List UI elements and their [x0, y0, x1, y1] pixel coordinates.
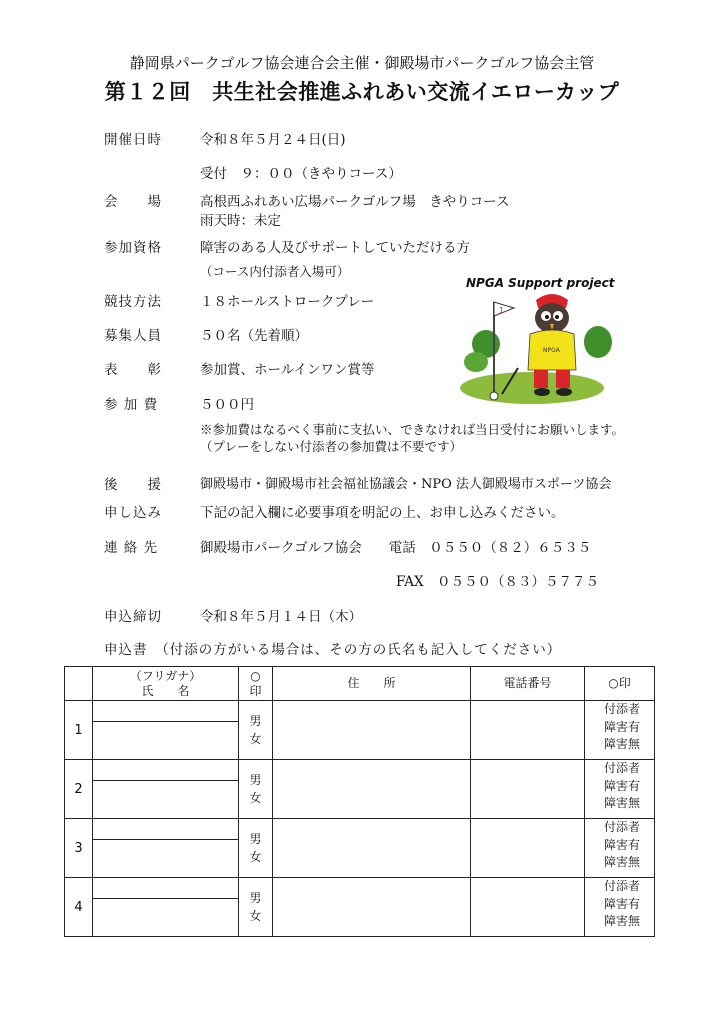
support-value: 御殿場市・御殿場市社会福祉協議会・NPO 法人御殿場市スポーツ協会 — [200, 477, 612, 492]
fee-note-1: ※参加費はなるべく事前に支払い、できなければ当日受付にお願いします。 — [200, 422, 625, 437]
status-options[interactable] — [585, 819, 655, 878]
address-field[interactable] — [273, 819, 471, 878]
header-address: 住 所 — [273, 667, 471, 701]
furigana-divider — [93, 898, 238, 899]
eligibility-note: （コース内付添者入場可） — [200, 264, 350, 279]
option-attendant[interactable]: 付添者 — [603, 702, 640, 716]
row-number: 4 — [65, 878, 93, 937]
option-attendant[interactable]: 付添者 — [603, 761, 640, 775]
phone-field[interactable] — [471, 878, 585, 937]
reception-time: 受付 ９：００（きやりコース） — [200, 166, 402, 182]
status-options[interactable] — [585, 760, 655, 819]
eligibility-label: 参加資格 — [104, 240, 162, 256]
logo-caption: NPGA Support project — [466, 276, 615, 290]
option-disability-yes[interactable]: 障害有 — [603, 778, 640, 793]
gender-female[interactable]: 女 — [249, 909, 262, 923]
gender-select[interactable] — [239, 819, 273, 878]
fee-value: ５００円 — [200, 397, 254, 413]
option-attendant[interactable]: 付添者 — [603, 879, 640, 893]
address-field[interactable] — [273, 701, 471, 760]
row-number: 2 — [65, 760, 93, 819]
contact-value: 御殿場市パークゴルフ協会 電話 ０５５０（８２）６５３５ — [200, 540, 592, 556]
form-header-row — [65, 667, 655, 701]
awards-value: 参加賞、ホールインワン賞等 — [200, 362, 375, 378]
date-value: 令和８年５月２４日(日) — [200, 132, 346, 148]
status-options[interactable] — [585, 878, 655, 937]
gender-female[interactable]: 女 — [249, 791, 262, 805]
apply-value: 下記の記入欄に必要事項を明記の上、お申し込みください。 — [200, 505, 565, 521]
deadline-label: 申込締切 — [104, 609, 162, 625]
deadline-value: 令和８年５月１４日（木） — [200, 609, 362, 625]
furigana-divider — [93, 839, 238, 840]
phone-field[interactable] — [471, 819, 585, 878]
form-intro: 申込書 （付添の方がいる場合は、その方の氏名も記入してください） — [104, 642, 562, 658]
address-field[interactable] — [273, 878, 471, 937]
name-field[interactable] — [93, 760, 239, 819]
gender-male[interactable]: 男 — [249, 773, 262, 787]
row-number: 3 — [65, 819, 93, 878]
gender-select[interactable] — [239, 760, 273, 819]
shirt-text: NPGA — [543, 347, 560, 354]
header-mark — [239, 667, 273, 701]
gender-male[interactable]: 男 — [249, 891, 262, 905]
gender-male[interactable]: 男 — [249, 714, 262, 728]
contact-label: 連 絡 先 — [104, 540, 159, 556]
application-form-table — [64, 666, 655, 937]
option-disability-yes[interactable]: 障害有 — [603, 719, 640, 734]
option-disability-no[interactable]: 障害無 — [603, 855, 640, 869]
header-mark-seal: 印 — [249, 683, 262, 698]
header-check: ○印 — [585, 667, 655, 701]
support-label: 後 援 — [104, 477, 162, 493]
option-disability-yes[interactable]: 障害有 — [603, 896, 640, 911]
gender-male[interactable]: 男 — [249, 832, 262, 846]
furigana-divider — [93, 721, 238, 722]
form-row — [65, 701, 655, 760]
address-field[interactable] — [273, 760, 471, 819]
date-label: 開催日時 — [104, 132, 162, 148]
organizer-line: 静岡県パークゴルフ協会連合会主催・御殿場市パークゴルフ協会主管 — [129, 54, 595, 72]
name-field[interactable] — [93, 819, 239, 878]
name-field[interactable] — [93, 878, 239, 937]
form-row — [65, 760, 655, 819]
capacity-value: ５０名（先着順） — [200, 328, 308, 344]
venue-value: 高根西ふれあい広場パークゴルフ場 きやりコース — [200, 194, 510, 210]
phone-field[interactable] — [471, 760, 585, 819]
gender-female[interactable]: 女 — [249, 850, 262, 864]
fax-number: FAX ０５５０（８３）５７７５ — [396, 574, 600, 590]
header-name-label: 氏 名 — [141, 683, 190, 698]
header-furigana: （フリガナ） — [129, 668, 202, 683]
header-number — [65, 667, 93, 701]
furigana-divider — [93, 780, 238, 781]
header-mark-circle: ○ — [250, 668, 261, 683]
option-disability-yes[interactable]: 障害有 — [603, 837, 640, 852]
name-field[interactable] — [93, 701, 239, 760]
header-name — [93, 667, 239, 701]
option-disability-no[interactable]: 障害無 — [603, 737, 640, 751]
format-value: １８ホールストロークプレー — [200, 294, 375, 310]
fee-label: 参 加 費 — [104, 397, 159, 413]
apply-label: 申し込み — [104, 505, 162, 521]
gender-select[interactable] — [239, 878, 273, 937]
npga-support-logo — [458, 272, 616, 406]
phone-field[interactable] — [471, 701, 585, 760]
form-row — [65, 819, 655, 878]
eligibility-value: 障害のある人及びサポートしていただける方 — [200, 240, 470, 256]
gender-female[interactable]: 女 — [249, 732, 262, 746]
mascot-illustration — [458, 272, 616, 406]
awards-label: 表 彰 — [104, 362, 162, 378]
status-options[interactable] — [585, 701, 655, 760]
venue-label: 会 場 — [104, 194, 162, 210]
option-attendant[interactable]: 付添者 — [603, 820, 640, 834]
fee-note-2: （プレーをしない付添者の参加費は不要です） — [200, 439, 463, 454]
format-label: 競技方法 — [104, 294, 162, 310]
capacity-label: 募集人員 — [104, 328, 162, 344]
form-row — [65, 878, 655, 937]
option-disability-no[interactable]: 障害無 — [603, 796, 640, 810]
rain-note: 雨天時：未定 — [200, 213, 281, 229]
option-disability-no[interactable]: 障害無 — [603, 914, 640, 928]
flag-number: 1 — [499, 306, 505, 315]
row-number: 1 — [65, 701, 93, 760]
header-phone: 電話番号 — [471, 667, 585, 701]
page-title: 第１２回 共生社会推進ふれあい交流イエローカップ — [104, 80, 620, 104]
gender-select[interactable] — [239, 701, 273, 760]
